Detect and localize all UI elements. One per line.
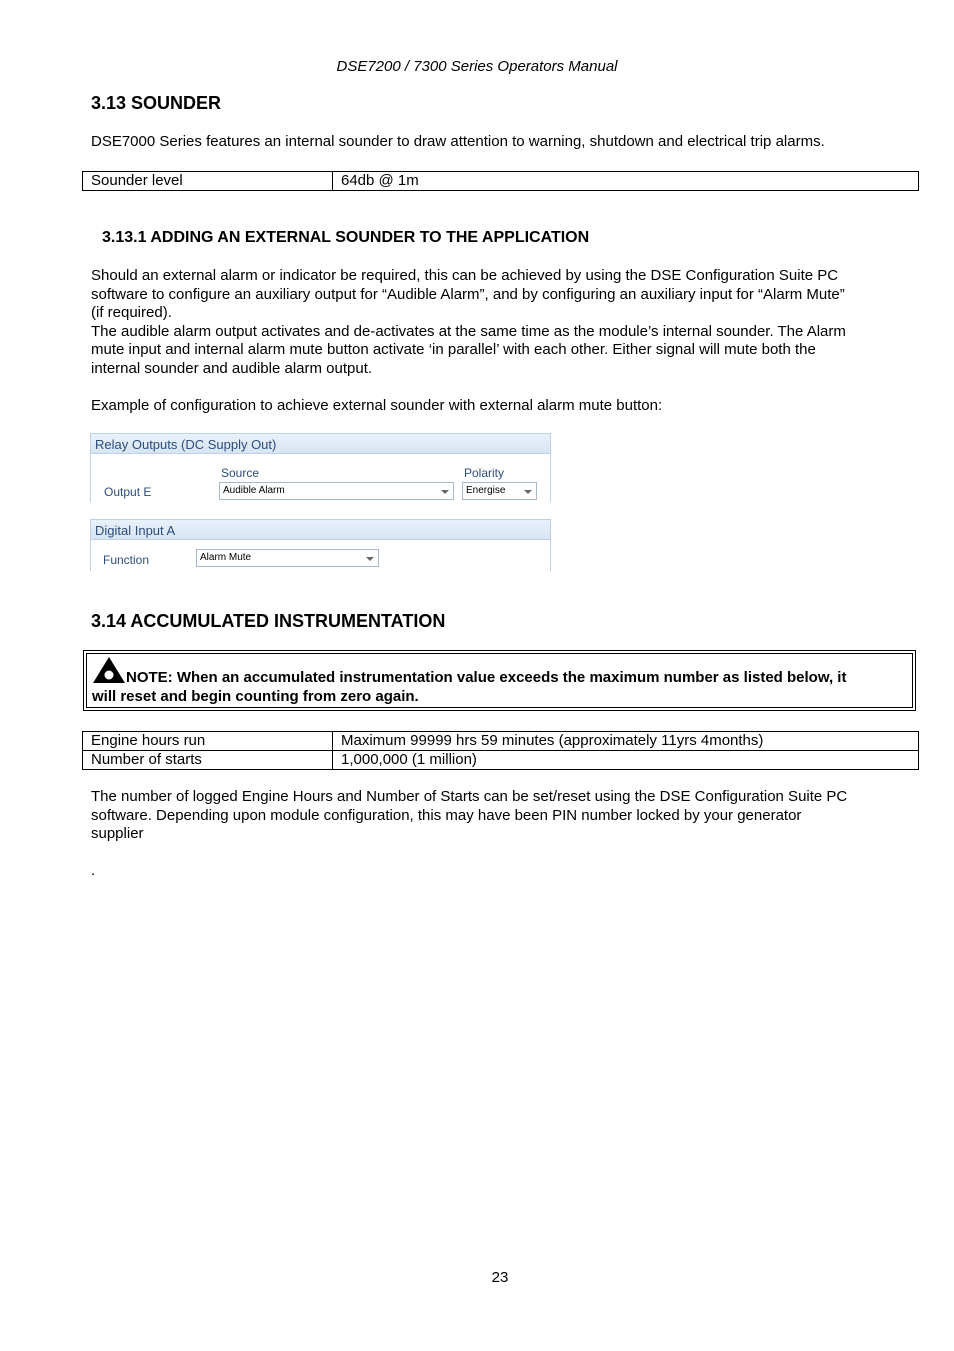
output-e-label: Output E [104, 485, 152, 499]
para-line: supplier [91, 825, 144, 842]
polarity-column-label: Polarity [464, 466, 505, 480]
polarity-dropdown-value: Energise [466, 485, 506, 496]
trailing-dot: . [91, 862, 96, 879]
source-column-label: Source [221, 466, 260, 480]
table-cell-value: 64db @ 1m [333, 172, 919, 191]
chevron-down-icon [441, 490, 449, 494]
table-row [83, 172, 919, 191]
source-dropdown-value: Audible Alarm [223, 485, 285, 496]
para-line: The audible alarm output activates and de-activates at the same time as the module’s internal sounder. The Alarm [91, 323, 846, 340]
sounder-spec-table [82, 171, 919, 191]
table-cell-label: Sounder level [83, 172, 333, 191]
table-cell-value: 1,000,000 (1 million) [333, 751, 919, 770]
running-header: DSE7200 / 7300 Series Operators Manual [336, 58, 618, 75]
sounder-intro: DSE7000 Series features an internal sounder to draw attention to warning, shutdown and electrical trip alarms. [91, 133, 825, 150]
table-cell-value: Maximum 99999 hrs 59 minutes (approximately 11yrs 4months) [333, 732, 919, 751]
table-cell-label: Engine hours run [83, 732, 333, 751]
para-line: internal sounder and audible alarm output. [91, 360, 373, 377]
function-dropdown-value: Alarm Mute [200, 552, 252, 563]
table-row [83, 751, 919, 770]
para-line: The number of logged Engine Hours and Number of Starts can be set/reset using the DSE Configuration Suite PC [91, 788, 848, 805]
note-line: will reset and begin counting from zero again. [92, 688, 419, 705]
panel-title: Digital Input A [90, 519, 551, 540]
example-caption: Example of configuration to achieve external sounder with external alarm mute button: [91, 397, 663, 414]
panel-title: Relay Outputs (DC Supply Out) [90, 433, 551, 454]
subsection-heading-external-sounder: 3.13.1 ADDING AN EXTERNAL SOUNDER TO THE APPLICATION [102, 229, 590, 246]
note-box [83, 650, 916, 711]
para-line: software to configure an auxiliary output for “Audible Alarm”, and by configuring an auxiliary input for “Alarm Mute” [91, 286, 845, 303]
para-line: mute input and internal alarm mute button activate ‘in parallel’ with each other. Either signal will mute both the [91, 341, 816, 358]
section-heading-sounder: 3.13 SOUNDER [91, 93, 222, 113]
table-row [83, 732, 919, 751]
note-line: NOTE: When an accumulated instrumentation value exceeds the maximum number as listed below, it [126, 669, 847, 686]
para-line: (if required). [91, 304, 172, 321]
accumulated-spec-table [82, 731, 919, 770]
digital-input-panel [90, 519, 551, 571]
function-label: Function [103, 553, 150, 567]
relay-outputs-panel [90, 433, 551, 502]
chevron-down-icon [366, 557, 374, 561]
function-dropdown[interactable] [196, 549, 379, 567]
section-heading-accumulated: 3.14 ACCUMULATED INSTRUMENTATION [91, 611, 446, 631]
chevron-down-icon [524, 490, 532, 494]
para-line: software. Depending upon module configuration, this may have been PIN number locked by your generator [91, 807, 802, 824]
source-dropdown[interactable] [219, 482, 454, 500]
warning-icon [92, 656, 126, 684]
polarity-dropdown[interactable] [462, 482, 537, 500]
page-number: 23 [491, 1269, 509, 1286]
table-cell-label: Number of starts [83, 751, 333, 770]
para-line: Should an external alarm or indicator be required, this can be achieved by using the DSE Configuration Suite PC [91, 267, 839, 284]
